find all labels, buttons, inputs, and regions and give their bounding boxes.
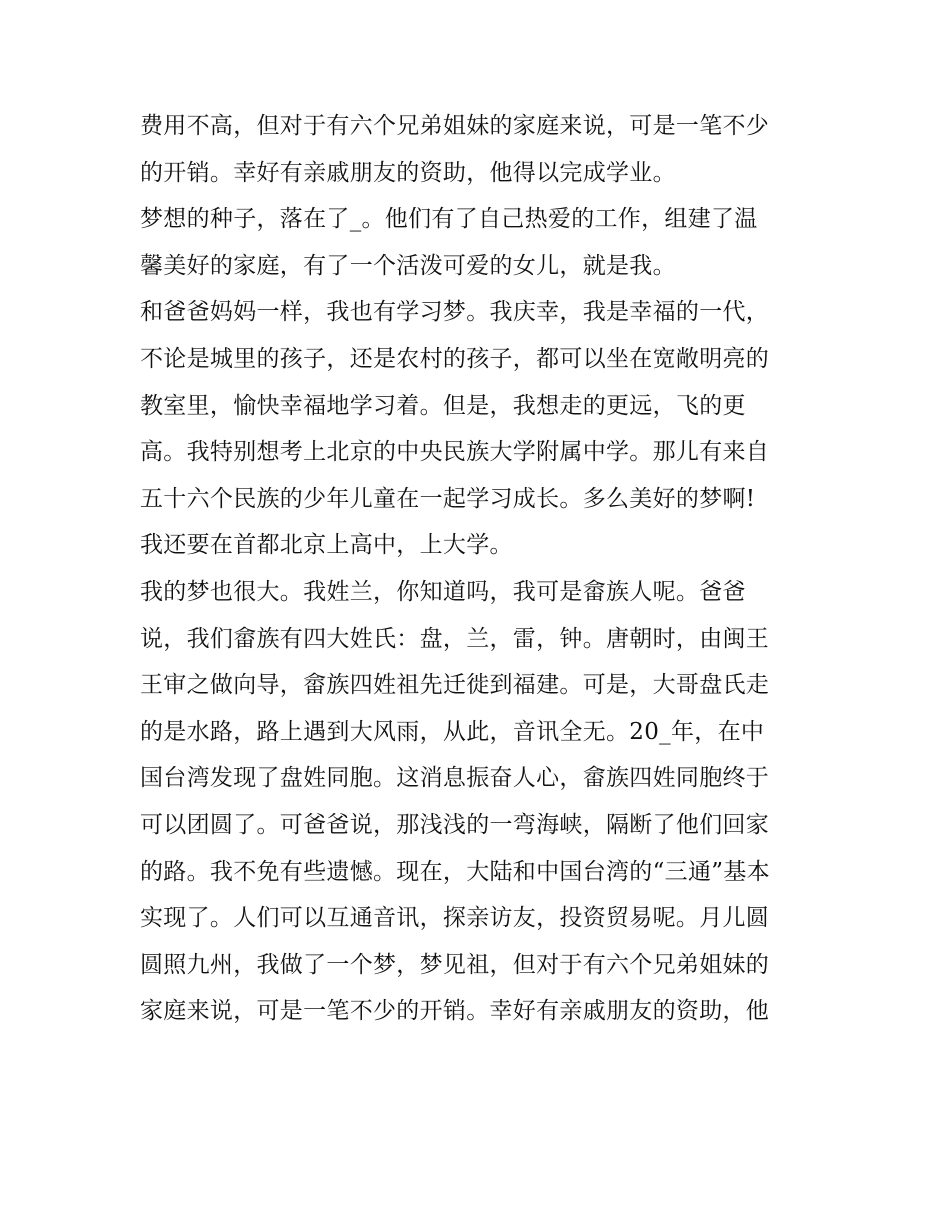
- text-line: 说，我们畲族有四大姓氏：盘，兰，雷，钟。唐朝时，由闽王: [140, 625, 770, 652]
- text-line: 我还要在首都北京上高中，上大学。: [140, 532, 513, 559]
- text-line: 教室里，愉快幸福地学习着。但是，我想走的更远，飞的更: [140, 392, 746, 419]
- text-line: 的是水路，路上遇到大风雨，从此，音讯全无。20_年，在中: [140, 718, 765, 745]
- text-line: 国台湾发现了盘姓同胞。这消息振奋人心，畲族四姓同胞终于: [140, 765, 770, 792]
- text-line: 王审之做向导，畲族四姓祖先迁徙到福建。可是，大哥盘氏走: [140, 672, 770, 699]
- text-line: 的路。我不免有些遗憾。现在，大陆和中国台湾的“三通”基本: [140, 858, 770, 885]
- text-line: 实现了。人们可以互通音讯，探亲访友，投资贸易呢。月儿圆: [140, 905, 770, 932]
- text-line: 圆照九州，我做了一个梦，梦见祖，但对于有六个兄弟姐妹的: [140, 951, 770, 978]
- text-line: 高。我特别想考上北京的中央民族大学附属中学。那儿有来自: [140, 439, 770, 466]
- text-line: 费用不高，但对于有六个兄弟姐妹的家庭来说，可是一笔不少: [140, 113, 770, 139]
- text-line: 和爸爸妈妈一样，我也有学习梦。我庆幸，我是幸福的一代，: [140, 299, 770, 326]
- body-text: [140, 103, 840, 1035]
- text-line: 不论是城里的孩子，还是农村的孩子，都可以坐在宽敞明亮的: [140, 345, 770, 372]
- text-line: 五十六个民族的少年儿童在一起学习成长。多么美好的梦啊!: [140, 485, 756, 512]
- text-line: 家庭来说，可是一笔不少的开销。幸好有亲戚朋友的资助，他: [140, 998, 770, 1025]
- text-line: 的开销。幸好有亲戚朋友的资助，他得以完成学业。: [140, 159, 676, 186]
- text-line: 馨美好的家庭，有了一个活泼可爱的女儿，就是我。: [140, 252, 676, 279]
- text-line: 梦想的种子，落在了_。他们有了自己热爱的工作，组建了温: [140, 206, 758, 233]
- text-line: 我的梦也很大。我姓兰，你知道吗，我可是畲族人呢。爸爸: [140, 578, 746, 605]
- text-line: 可以团圆了。可爸爸说，那浅浅的一弯海峡，隔断了他们回家: [140, 811, 770, 838]
